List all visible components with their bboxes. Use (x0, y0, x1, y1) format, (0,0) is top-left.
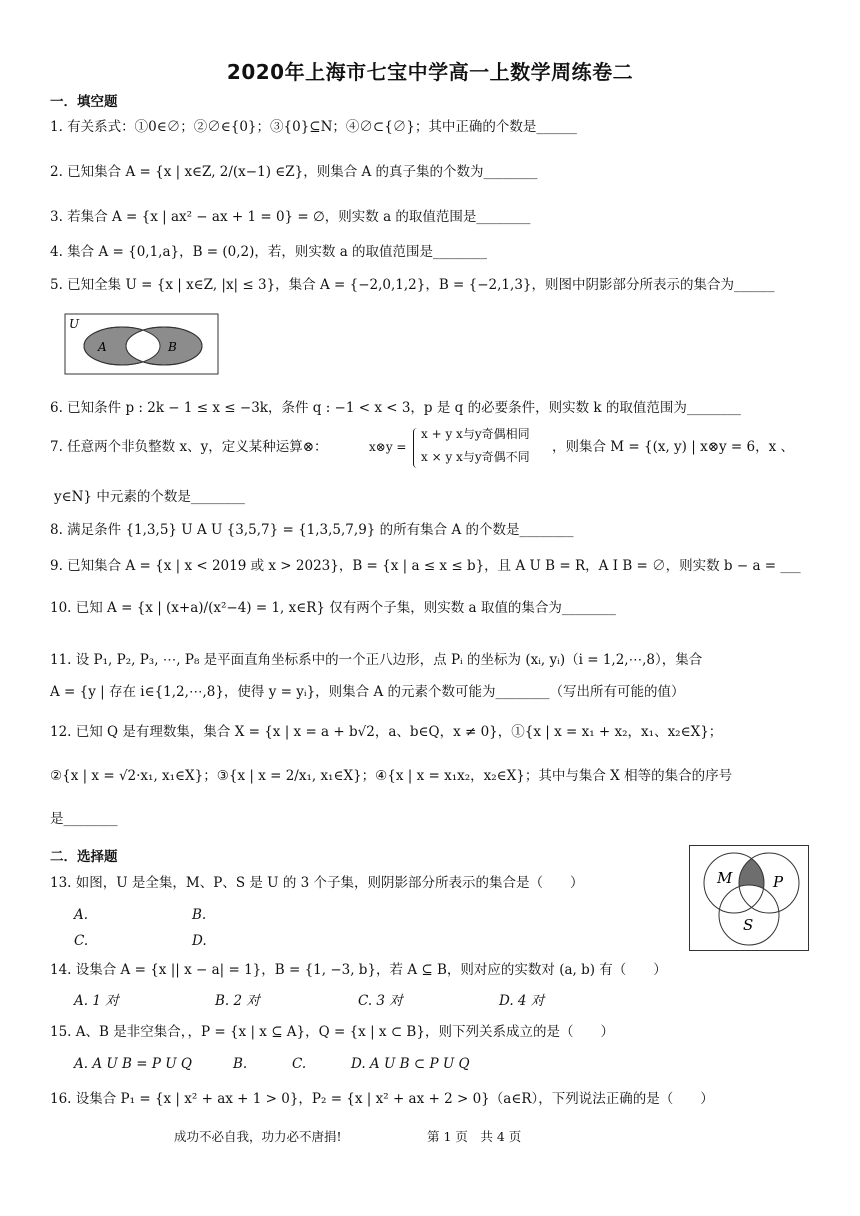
footer-motto: 成功不必自我，功力必不唐捐! (174, 1129, 342, 1144)
venn-label-a: A (98, 340, 107, 354)
question-14-option-a[interactable]: A. 1 对 (74, 993, 119, 1009)
venn-label-b: B (168, 340, 177, 354)
question-10: 10. 已知 A = {x | (x+a)/(x²−4) = 1, x∈R} 仅有两个子集，则实数 a 取值的集合为________ (50, 600, 616, 616)
question-14-option-d[interactable]: D. 4 对 (499, 993, 545, 1009)
question-12-line-3: 是________ (50, 811, 118, 827)
question-7-end: y∈N} 中元素的个数是________ (54, 489, 245, 505)
question-8: 8. 满足条件 {1,3,5} U A U {3,5,7} = {1,3,5,7,9} 的所有集合 A 的个数是________ (50, 522, 574, 538)
question-13-option-a[interactable]: A. (74, 907, 89, 923)
question-11-line-2: A = {y | 存在 i∈{1,2,⋯,8}，使得 y = yᵢ}，则集合 A 的元素个数可能为________（写出所有可能的值） (50, 684, 685, 700)
question-5: 5. 已知全集 U = {x | x∈Z, |x| ≤ 3}，集合 A = {−2,0,1,2}，B = {−2,1,3}，则图中阴影部分所表示的集合为______ (50, 277, 775, 293)
question-7-case-1: x + y x与y奇偶相同 (421, 427, 530, 441)
question-15-option-b[interactable]: B. (233, 1056, 248, 1072)
question-11-line-1: 11. 设 P₁, P₂, P₃, ⋯, P₈ 是平面直角坐标系中的一个正八边形，点 Pᵢ 的坐标为 (xᵢ, yᵢ)（i = 1,2,⋯,8），集合 (50, 652, 703, 668)
question-4: 4. 集合 A = {0,1,a}，B = (0,2)，若，则实数 a 的取值范围是________ (50, 244, 488, 260)
question-2: 2. 已知集合 A = {x | x∈Z, 2/(x−1) ∈Z}，则集合 A 的真子集的个数为________ (50, 164, 538, 180)
venn-diagram-q5 (64, 313, 219, 375)
venn-label-u: U (69, 317, 80, 331)
venn-label-m: M (717, 869, 733, 887)
question-7-start: 7. 任意两个非负整数 x、y，定义某种运算⊗： (50, 439, 328, 455)
question-12-line-2: ②{x | x = √2·x₁, x₁∈X}；③{x | x = 2/x₁, x₁∈X}；④{x | x = x₁x₂，x₂∈X}；其中与集合 X 相等的集合的序号 (50, 768, 733, 784)
question-15-option-c[interactable]: C. (292, 1056, 307, 1072)
venn-label-p: P (773, 873, 784, 891)
piecewise-brace (413, 428, 420, 468)
question-13-option-b[interactable]: B. (192, 907, 207, 923)
venn-diagram-q13 (689, 845, 809, 951)
question-14: 14. 设集合 A = {x || x − a| = 1}，B = {1, −3, b}，若 A ⊆ B，则对应的实数对 (a, b) 有（ ） (50, 962, 667, 978)
question-7-def: x⊗y = (369, 440, 407, 454)
question-13: 13. 如图，U 是全集，M、P、S 是 U 的 3 个子集，则阴影部分所表示的集合是（ ） (50, 875, 584, 891)
question-15-option-a[interactable]: A. A U B = P U Q (74, 1056, 192, 1072)
question-1: 1. 有关系式：①0∈∅；②∅∈{0}；③{0}⊆N；④∅⊂{∅}；其中正确的个数是______ (50, 119, 577, 135)
section-multiple-choice: 二．选择题 (50, 849, 118, 865)
question-7-case-2: x × y x与y奇偶不同 (421, 450, 530, 464)
question-14-option-b[interactable]: B. 2 对 (215, 993, 260, 1009)
question-12-line-1: 12. 已知 Q 是有理数集，集合 X = {x | x = a + b√2，a、b∈Q，x ≠ 0}，①{x | x = x₁ + x₂，x₁、x₂∈X}； (50, 724, 723, 740)
question-15: 15. A、B 是非空集合，，P = {x | x ⊆ A}，Q = {x | x ⊂ B}，则下列关系成立的是（ ） (50, 1024, 614, 1040)
question-3: 3. 若集合 A = {x | ax² − ax + 1 = 0} = ∅，则实数 a 的取值范围是________ (50, 209, 531, 225)
question-16: 16. 设集合 P₁ = {x | x² + ax + 1 > 0}，P₂ = {x | x² + ax + 2 > 0}（a∈R），下列说法正确的是（ ） (50, 1091, 714, 1107)
venn-label-s: S (743, 916, 754, 934)
question-13-option-d[interactable]: D. (192, 933, 207, 949)
question-13-option-c[interactable]: C. (74, 933, 89, 949)
page-title: 2020年上海市七宝中学高一上数学周练卷二 (226, 60, 634, 84)
question-9: 9. 已知集合 A = {x | x < 2019 或 x > 2023}，B = {x | a ≤ x ≤ b}，且 A U B = R，A I B = ∅，则实数 b − a = ___ (50, 558, 801, 574)
question-15-option-d[interactable]: D. A U B ⊂ P U Q (351, 1056, 470, 1072)
question-7-set: ，则集合 M = {(x, y) | x⊗y = 6，x 、 (552, 439, 795, 455)
footer-page-number: 第 1 页 共 4 页 (427, 1129, 522, 1144)
question-6: 6. 已知条件 p : 2k − 1 ≤ x ≤ −3k，条件 q : −1 < x < 3，p 是 q 的必要条件，则实数 k 的取值范围为________ (50, 400, 741, 416)
section-fill-in: 一．填空题 (50, 94, 118, 110)
question-14-option-c[interactable]: C. 3 对 (358, 993, 403, 1009)
